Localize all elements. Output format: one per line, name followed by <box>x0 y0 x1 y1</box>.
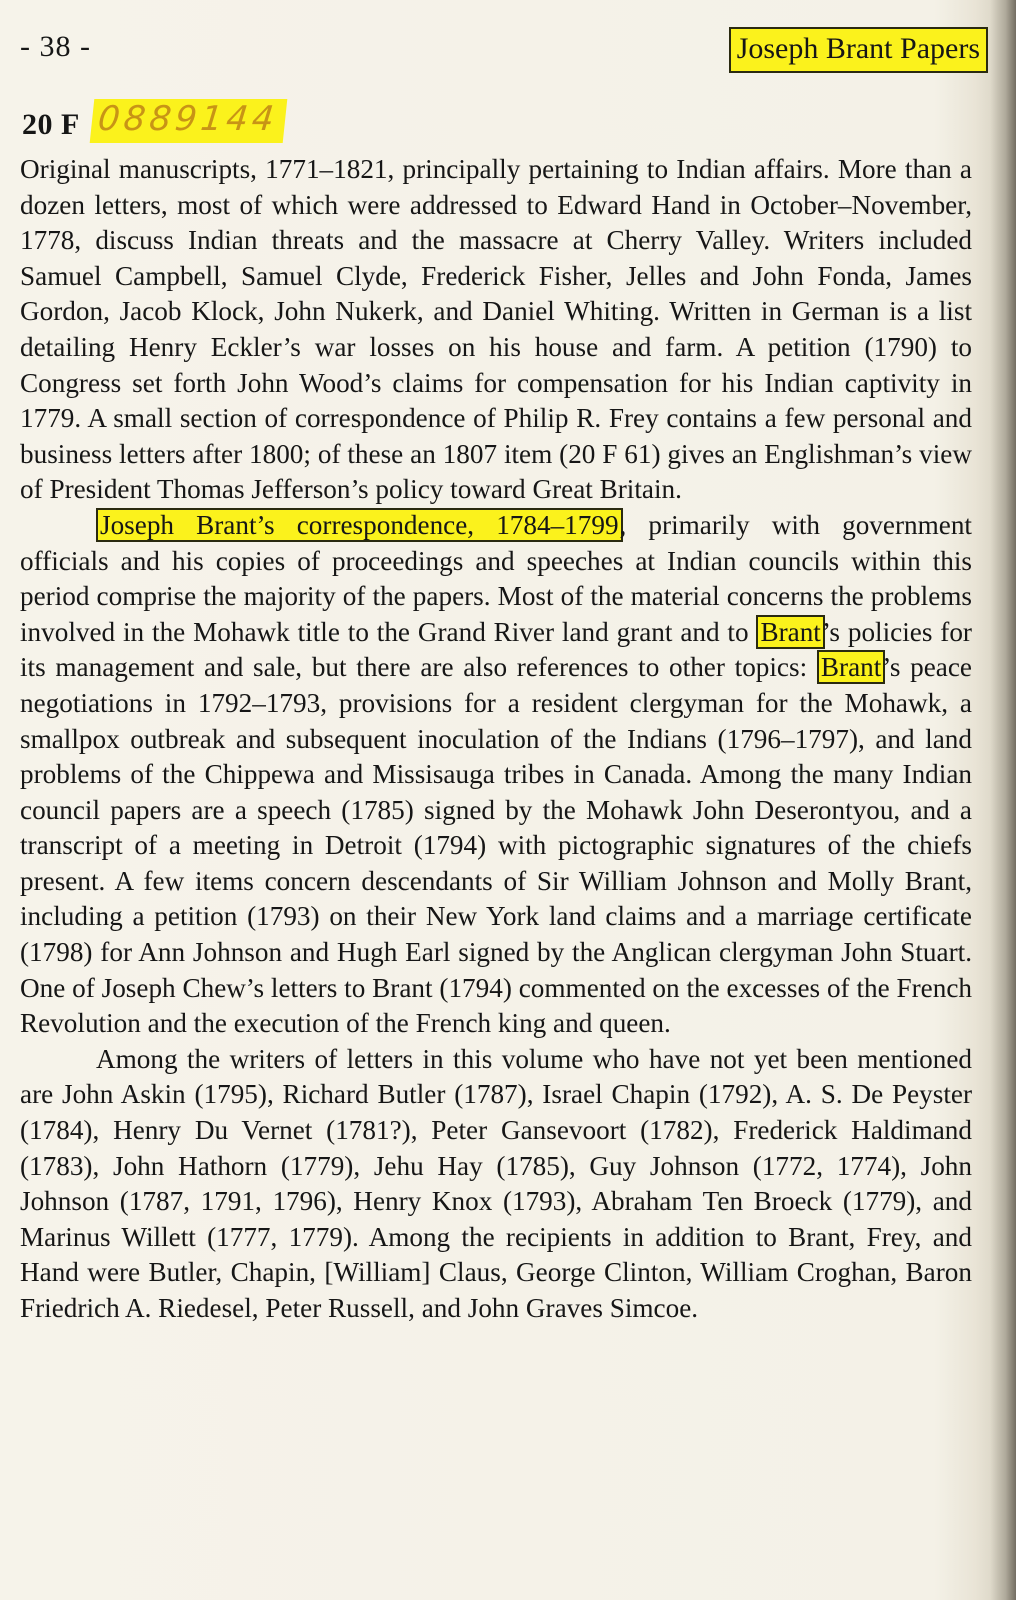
item-heading <box>22 100 285 150</box>
paragraph-1 <box>20 152 972 508</box>
text-segment: ’s peace negotiations in 1792–1793, provisions for a resident clergyman for the Mohawk, a smallpox outbreak and subsequent inoculation of the Indians (1796–1797), and land problems of the Chippewa and Missisauga tribes in Canada. Among the many Indian council papers are a speech (1785) signed by the Mohawk John Deserontyou, and a transcript of a meeting in Detroit (1794) with pictographic signatures of the chiefs present. A few items concern descendants of Sir William Johnson and Molly Brant, including a petition (1793) on their New York land claims and a marriage certificate (1798) for Ann Johnson and Hugh Earl signed by the Anglican clergyman John Stuart. One of Joseph Chew’s letters to Brant (1794) commented on the excesses of the French Revolution and the execution of the French king and queen. <box>20 652 973 1039</box>
paragraph-2 <box>20 508 972 1042</box>
text-segment: Original manuscripts, 1771–1821, principally pertaining to Indian affairs. More than a dozen letters, most of which were addressed to Edward Hand in October–November, 1778, discuss Indian threats and the massacre at Cherry Valley. Writers included Samuel Campbell, Samuel Clyde, Frederick Fisher, Jelles and John Fonda, James Gordon, Jacob Klock, John Nukerk, and Daniel Whiting. Written in German is a list detailing Henry Eckler’s war losses on his house and farm. A petition (1790) to Congress set forth John Wood’s claims for compensation for his Indian captivity in 1779. A small section of correspondence of Philip R. Frey contains a few personal and business letters after 1800; of these an 1807 item (20 F 61) gives an Englishman’s view of President Thomas Jefferson’s policy toward Great Britain. <box>20 154 972 505</box>
body-text <box>20 152 972 1327</box>
highlighted-word: Brant <box>817 650 885 684</box>
text-segment: Among the writers of letters in this volume who have not yet been mentioned are John Askin (1795), Richard Butler (1787), Israel Chapin (1792), A. S. De Peyster (1784), Henry Du Vernet (1781?), Peter Gansevoort (1782), Frederick Haldimand (1783), John Hathorn (1779), Jehu Hay (1785), Guy Johnson (1772, 1774), John Johnson (1787, 1791, 1796), Henry Knox (1793), Abraham Ten Broeck (1779), and Marinus Willett (1777, 1779). Among the recipients in addition to Brant, Frey, and Hand were Butler, Chapin, [William] Claus, George Clinton, William Croghan, Baron Friedrich A. Riedesel, Peter Russell, and John Graves Simcoe. <box>20 1043 972 1323</box>
handwritten-annotation: 0889144 <box>90 99 288 143</box>
text-segment: ’s policies for its management and sale, but there are also references to other topics: <box>20 616 972 683</box>
paragraph-3 <box>20 1042 972 1327</box>
text-segment: , primarily with government officials and his copies of proceedings and speeches at Indian councils within this period comprise the majority of the papers. Most of the material concerns the problems involved in the Mohawk title to the Grand River land grant and to <box>20 509 972 647</box>
item-code: 20 F <box>22 108 80 141</box>
highlighted-word: Brant <box>756 615 824 649</box>
highlighted-phrase: Joseph Brant’s correspondence, 1784–1799 <box>96 508 623 542</box>
collection-title: Joseph Brant Papers <box>729 27 988 73</box>
page-edge-shadow <box>990 0 1016 1600</box>
page-number: - 38 - <box>20 30 91 63</box>
